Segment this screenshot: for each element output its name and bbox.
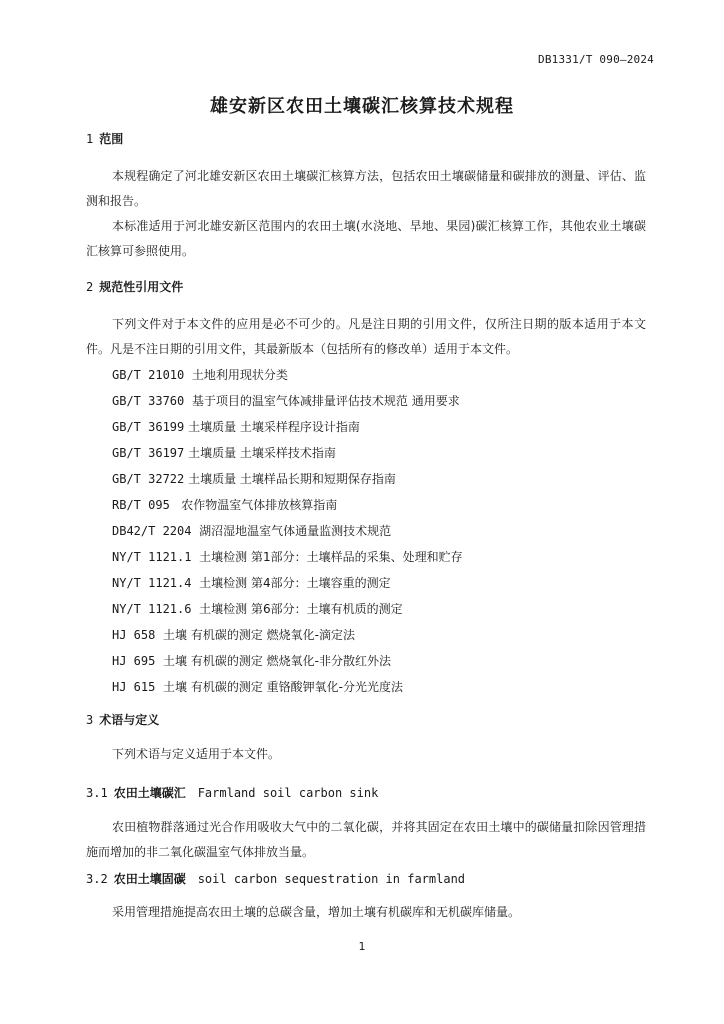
- term-3-2-heading: [86, 870, 465, 887]
- reference-item: [112, 678, 403, 695]
- reference-code: NY/T 1121.4: [112, 576, 192, 590]
- reference-code: HJ 658: [112, 628, 156, 642]
- reference-code: GB/T 33760: [112, 394, 185, 408]
- reference-item: [112, 626, 355, 643]
- section-1-paragraph-1: 本规程确定了河北雄安新区农田土壤碳汇核算方法，包括农田土壤碳储量和碳排放的测量、评估、监测和报告。: [86, 169, 646, 208]
- term-3-1-definition: 农田植物群落通过光合作用吸收大气中的二氧化碳，并将其固定在农田土壤中的碳储量扣除因管理措施而增加的非二氧化碳温室气体排放当量。: [86, 820, 646, 859]
- section-3-paragraph-1: 下列术语与定义适用于本文件。: [112, 747, 281, 761]
- reference-title: 基于项目的温室气体减排量评估技术规范 通用要求: [191, 394, 460, 408]
- reference-title: 湖沼湿地温室气体通量监测技术规范: [199, 524, 392, 538]
- term-english: Farmland soil carbon sink: [197, 786, 379, 800]
- term-3-1-heading: [86, 784, 378, 801]
- term-number: 3.2: [86, 872, 108, 886]
- reference-item: [112, 366, 288, 383]
- document-title: 雄安新区农田土壤碳汇核算技术规程: [210, 96, 514, 117]
- reference-code: DB42/T 2204: [112, 524, 192, 538]
- reference-title: 土地利用现状分类: [191, 368, 288, 382]
- reference-item: [112, 600, 403, 617]
- section-number: 3: [86, 713, 94, 727]
- reference-code: HJ 615: [112, 680, 156, 694]
- reference-title: 土壤质量 土壤采样技术指南: [188, 446, 336, 460]
- reference-item: [112, 574, 391, 591]
- reference-code: HJ 695: [112, 654, 156, 668]
- reference-code: RB/T 095: [112, 498, 170, 512]
- reference-item: [112, 522, 391, 539]
- term-title: 农田土壤固碳: [113, 872, 186, 886]
- reference-item: [112, 444, 336, 461]
- reference-item: [112, 418, 360, 435]
- reference-code: GB/T 32722: [112, 472, 185, 486]
- reference-item: [112, 392, 460, 409]
- reference-title: 土壤检测 第6部分：土壤有机质的测定: [199, 602, 403, 616]
- section-number: 2: [86, 280, 94, 294]
- reference-item: [112, 470, 396, 487]
- section-1-heading: [86, 130, 123, 147]
- reference-code: NY/T 1121.6: [112, 602, 192, 616]
- reference-item: [112, 496, 337, 513]
- standard-code: DB1331/T 090—2024: [538, 53, 654, 66]
- section-title: 规范性引用文件: [99, 280, 184, 294]
- reference-title: 土壤 有机碳的测定 重铬酸钾氧化-分光光度法: [163, 680, 403, 694]
- reference-title: 土壤质量 土壤样品长期和短期保存指南: [188, 472, 396, 486]
- reference-code: NY/T 1121.1: [112, 550, 192, 564]
- reference-code: GB/T 36199: [112, 420, 185, 434]
- reference-title: 土壤检测 第1部分：土壤样品的采集、处理和贮存: [199, 550, 463, 564]
- section-1-paragraph-2: 本标准适用于河北雄安新区范围内的农田土壤(水浇地、旱地、果园)碳汇核算工作，其他农业土壤碳汇核算可参照使用。: [86, 219, 646, 258]
- section-2-paragraph-1: 下列文件对于本文件的应用是必不可少的。凡是注日期的引用文件，仅所注日期的版本适用于本文件。凡是不注日期的引用文件，其最新版本（包括所有的修改单）适用于本文件。: [86, 317, 646, 356]
- term-3-2-definition: 采用管理措施提高农田土壤的总碳含量，增加土壤有机碳库和无机碳库储量。: [112, 905, 521, 919]
- reference-item: [112, 548, 463, 565]
- reference-code: GB/T 21010: [112, 368, 185, 382]
- section-3-heading: [86, 711, 159, 728]
- section-title: 范围: [99, 132, 124, 146]
- term-title: 农田土壤碳汇: [113, 786, 186, 800]
- term-number: 3.1: [86, 786, 108, 800]
- section-title: 术语与定义: [99, 713, 160, 727]
- page-number: 1: [358, 940, 366, 953]
- reference-title: 土壤质量 土壤采样程序设计指南: [188, 420, 360, 434]
- reference-code: GB/T 36197: [112, 446, 185, 460]
- reference-title: 农作物温室气体排放核算指南: [181, 498, 338, 512]
- section-number: 1: [86, 132, 94, 146]
- section-2-heading: [86, 278, 183, 295]
- term-english: soil carbon sequestration in farmland: [197, 872, 466, 886]
- reference-title: 土壤 有机碳的测定 燃烧氧化-非分散红外法: [163, 654, 391, 668]
- reference-item: [112, 652, 391, 669]
- reference-title: 土壤 有机碳的测定 燃烧氧化-滴定法: [163, 628, 355, 642]
- reference-title: 土壤检测 第4部分：土壤容重的测定: [199, 576, 391, 590]
